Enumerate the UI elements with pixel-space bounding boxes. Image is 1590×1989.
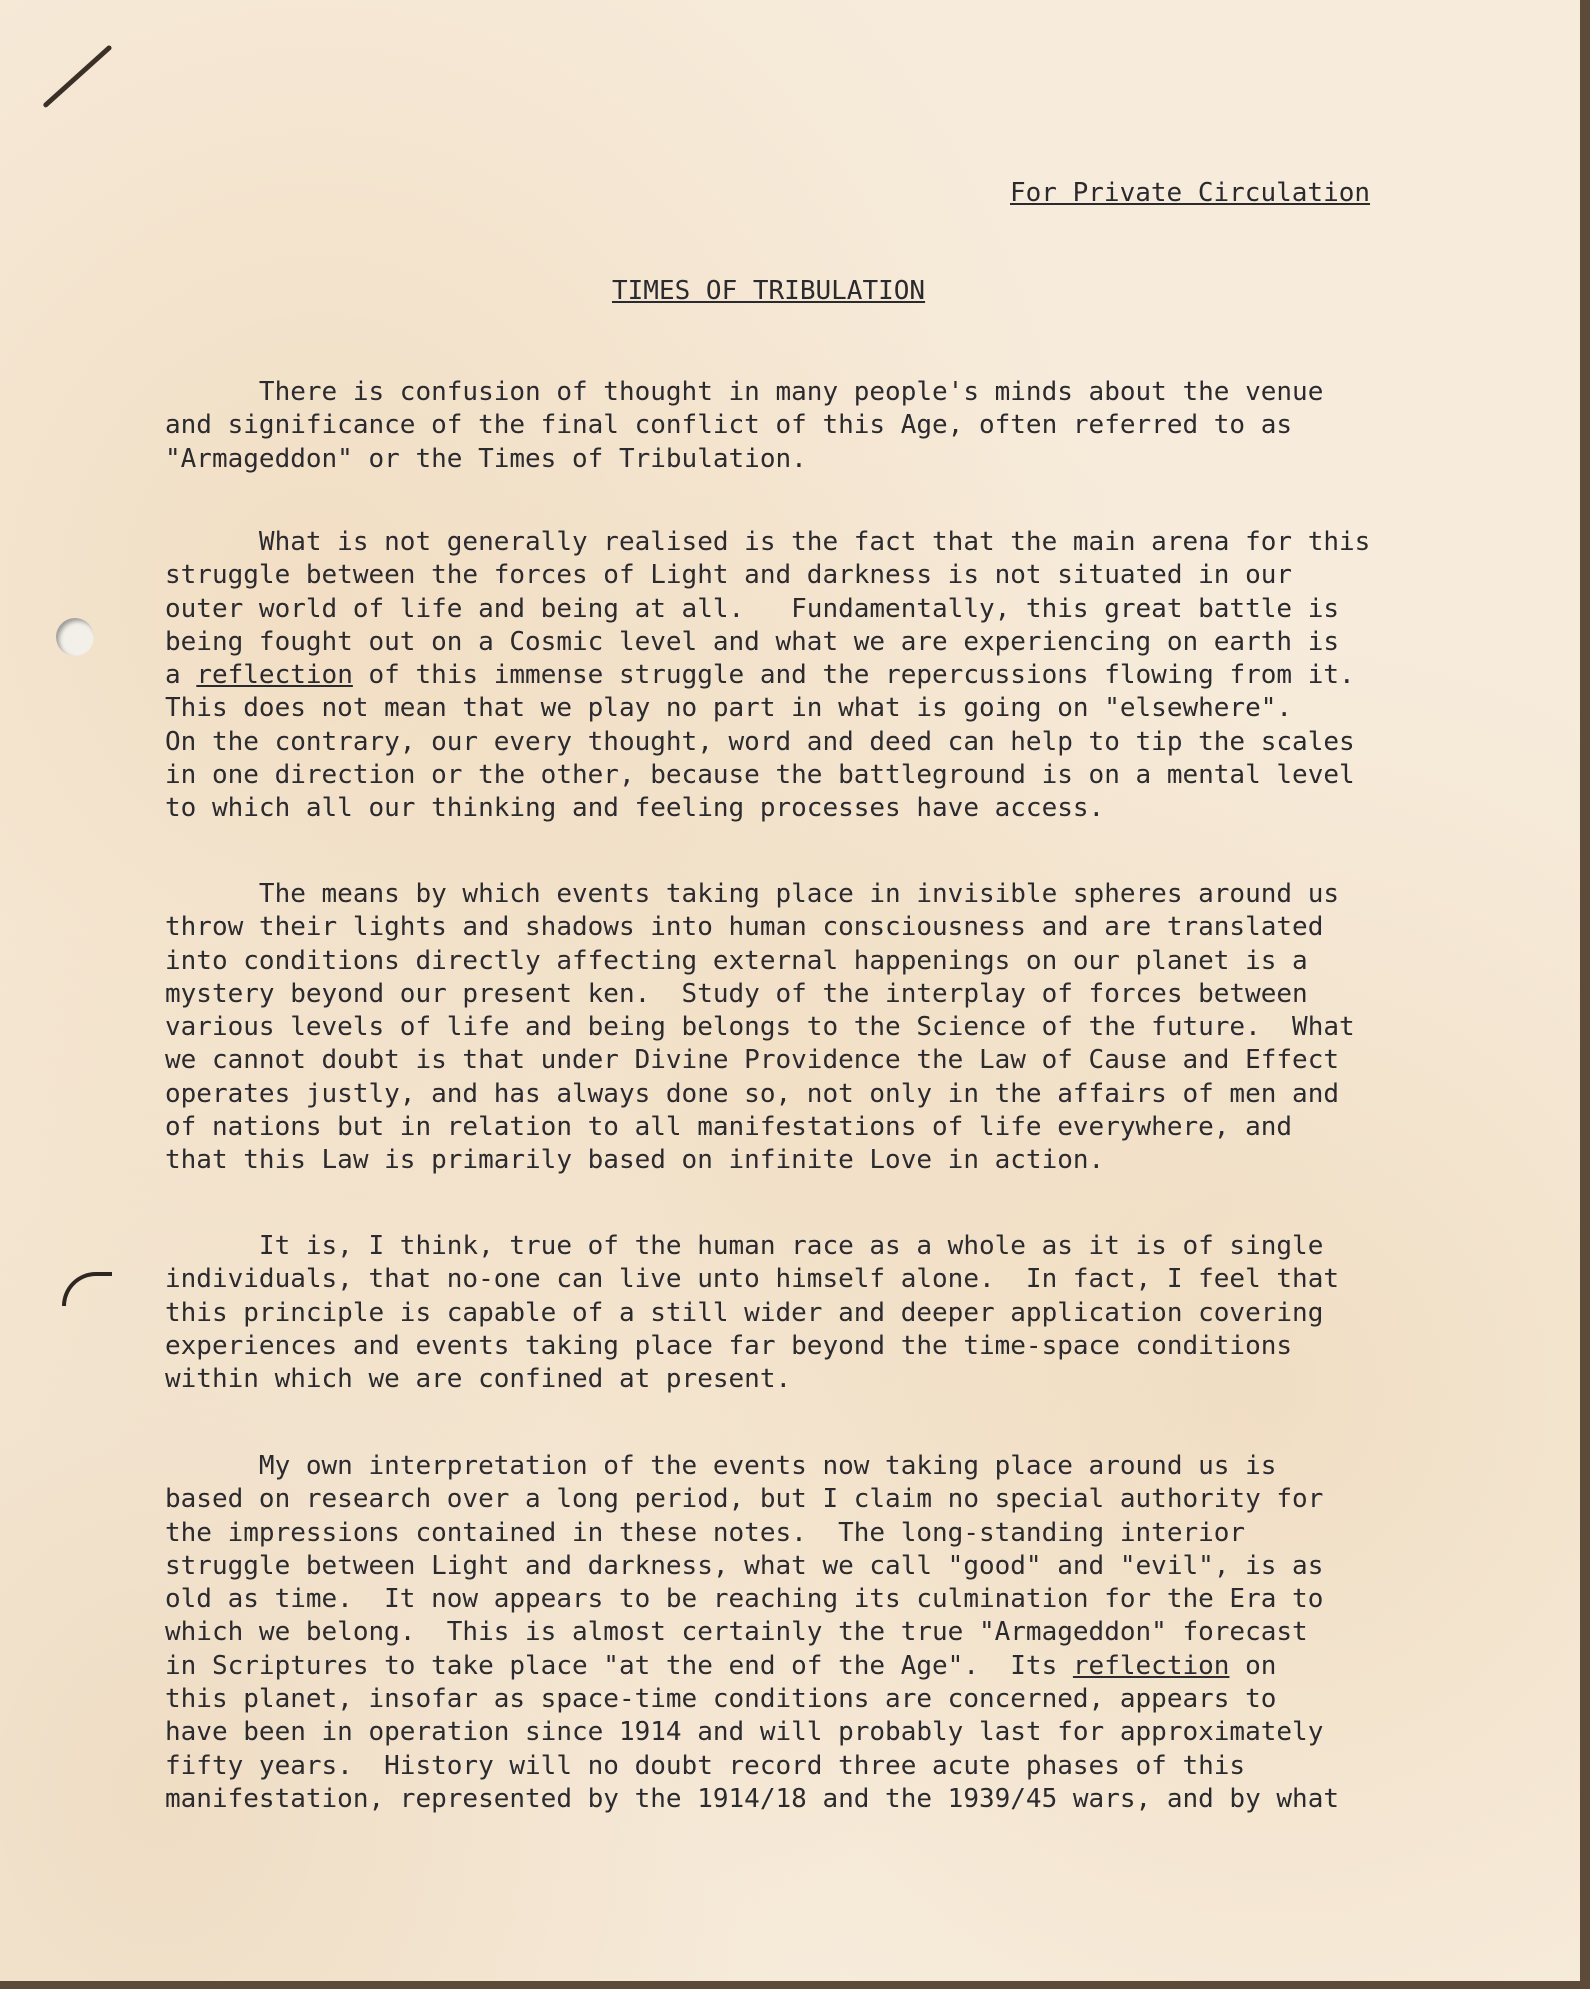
text-line: this planet, insofar as space-time conditions are concerned, appears to — [165, 1684, 1277, 1715]
text-line — [165, 1650, 1455, 1683]
paragraph-4 — [165, 1230, 1455, 1396]
text-line: this principle is capable of a still wider and deeper application covering — [165, 1297, 1324, 1328]
text-line: based on research over a long period, but I claim no special authority for — [165, 1484, 1324, 1515]
paragraph-3 — [165, 878, 1455, 1178]
paragraph-2 — [165, 526, 1455, 826]
text-line: manifestation, represented by the 1914/18 and the 1939/45 wars, and by what — [165, 1783, 1339, 1814]
text-fragment: a — [165, 660, 197, 691]
text-line: and significance of the final conflict of this Age, often referred to as — [165, 410, 1293, 441]
text-line: The means by which events taking place in invisible spheres around us — [165, 879, 1339, 909]
text-fragment: of this immense struggle and the repercussions flowing from it. — [352, 660, 1355, 691]
punch-hole — [56, 618, 94, 656]
text-line: in one direction or the other, because the battleground is on a mental level — [165, 760, 1355, 791]
text-line: the impressions contained in these notes. The long-standing interior — [165, 1517, 1246, 1548]
text-line — [165, 659, 1455, 692]
text-line: experiences and events taking place far beyond the time-space conditions — [165, 1330, 1293, 1361]
text-line: which we belong. This is almost certainly the true "Armageddon" forecast — [165, 1617, 1308, 1648]
text-line: that this Law is primarily based on infinite Love in action. — [165, 1145, 1105, 1176]
text-line: outer world of life and being at all. Fundamentally, this great battle is — [165, 593, 1339, 624]
text-line: operates justly, and has always done so, not only in the affairs of men and — [165, 1078, 1339, 1109]
text-line: have been in operation since 1914 and will probably last for approximately — [165, 1717, 1324, 1748]
text-line: mystery beyond our present ken. Study of the interplay of forces between — [165, 978, 1308, 1009]
text-line: old as time. It now appears to be reaching its culmination for the Era to — [165, 1584, 1324, 1615]
page-edge-right — [1580, 0, 1590, 1989]
text-line: On the contrary, our every thought, word and deed can help to tip the scales — [165, 726, 1355, 757]
text-line: There is confusion of thought in many people's minds about the venue — [165, 377, 1324, 407]
text-line: individuals, that no-one can live unto himself alone. In fact, I feel that — [165, 1264, 1339, 1295]
text-line: struggle between the forces of Light and darkness is not situated in our — [165, 560, 1293, 591]
text-fragment: in Scriptures to take place "at the end of the Age". Its — [165, 1650, 1073, 1681]
text-line: "Armageddon" or the Times of Tribulation. — [165, 443, 807, 474]
text-line: This does not mean that we play no part in what is going on "elsewhere". — [165, 693, 1293, 724]
document-title: TIMES OF TRIBULATION — [612, 276, 926, 306]
torn-punch-hole — [62, 1272, 112, 1306]
text-line: to which all our thinking and feeling processes have access. — [165, 793, 1105, 824]
text-line: we cannot doubt is that under Divine Providence the Law of Cause and Effect — [165, 1045, 1339, 1076]
text-line: What is not generally realised is the fact that the main arena for this — [165, 527, 1371, 557]
text-line: within which we are confined at present. — [165, 1364, 792, 1395]
text-line: It is, I think, true of the human race as a whole as it is of single — [165, 1231, 1324, 1261]
text-line: struggle between Light and darkness, what we call "good" and "evil", is as — [165, 1550, 1324, 1581]
page-edge-bottom — [0, 1981, 1590, 1989]
staple-mark — [42, 44, 112, 108]
text-fragment: on — [1229, 1650, 1277, 1681]
text-line: throw their lights and shadows into human consciousness and are translated — [165, 912, 1324, 943]
underlined-word: reflection — [1072, 1650, 1230, 1681]
text-line: into conditions directly affecting external happenings on our planet is a — [165, 945, 1308, 976]
paragraph-1 — [165, 376, 1455, 476]
underlined-word: reflection — [196, 660, 353, 691]
text-line: various levels of life and being belongs to the Science of the future. What — [165, 1012, 1355, 1043]
paragraph-5 — [165, 1450, 1455, 1816]
text-line: fifty years. History will no doubt record three acute phases of this — [165, 1750, 1246, 1781]
text-line: being fought out on a Cosmic level and what we are experiencing on earth is — [165, 626, 1339, 657]
text-line: My own interpretation of the events now taking place around us is — [165, 1451, 1277, 1481]
text-line: of nations but in relation to all manifestations of life everywhere, and — [165, 1112, 1293, 1143]
private-circulation-note: For Private Circulation — [1010, 178, 1371, 208]
